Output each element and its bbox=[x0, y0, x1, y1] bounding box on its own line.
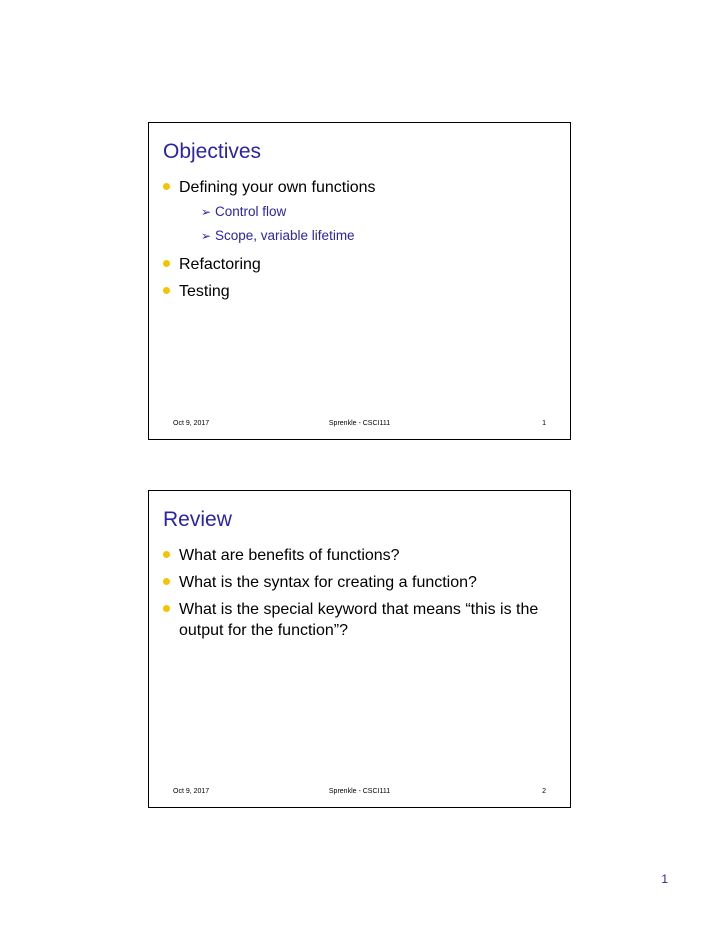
sub-bullet-text: Scope, variable lifetime bbox=[215, 228, 355, 243]
slide-footer bbox=[173, 420, 546, 432]
slide-2 bbox=[148, 490, 571, 808]
sub-bullet-list bbox=[179, 200, 556, 248]
bullet-dot-icon bbox=[163, 605, 170, 612]
slide-1 bbox=[148, 122, 571, 440]
arrow-right-icon: ➢ bbox=[201, 229, 212, 243]
bullet-text: What is the special keyword that means “this is the output for the function”? bbox=[179, 601, 539, 639]
page-number: 1 bbox=[661, 872, 668, 886]
bullet-text: Testing bbox=[179, 283, 230, 300]
bullet-item bbox=[163, 281, 556, 302]
sub-bullet-item bbox=[179, 200, 556, 224]
bullet-item bbox=[163, 177, 556, 248]
bullet-list bbox=[163, 545, 556, 647]
bullet-text: Defining your own functions bbox=[179, 179, 376, 196]
bullet-item bbox=[163, 545, 556, 566]
slide-footer bbox=[173, 788, 546, 800]
footer-date: Oct 9, 2017 bbox=[173, 420, 210, 427]
slide-title: Objectives bbox=[163, 140, 262, 163]
bullet-item bbox=[163, 254, 556, 275]
bullet-item bbox=[163, 599, 556, 641]
bullet-item bbox=[163, 572, 556, 593]
bullet-dot-icon bbox=[163, 551, 170, 558]
bullet-text: Refactoring bbox=[179, 256, 261, 273]
footer-slide-number: 1 bbox=[542, 420, 546, 427]
sub-bullet-text: Control flow bbox=[215, 204, 287, 219]
arrow-right-icon: ➢ bbox=[201, 205, 212, 219]
bullet-dot-icon bbox=[163, 287, 170, 294]
slide-title: Review bbox=[163, 508, 232, 531]
bullet-list bbox=[163, 177, 556, 308]
sub-bullet-item bbox=[179, 224, 556, 248]
bullet-text: What is the syntax for creating a function? bbox=[179, 574, 477, 591]
footer-author: Sprenkle - CSCI111 bbox=[328, 420, 391, 427]
bullet-text: What are benefits of functions? bbox=[179, 547, 400, 564]
bullet-dot-icon bbox=[163, 578, 170, 585]
footer-date: Oct 9, 2017 bbox=[173, 788, 210, 795]
footer-slide-number: 2 bbox=[542, 788, 546, 795]
bullet-dot-icon bbox=[163, 183, 170, 190]
bullet-dot-icon bbox=[163, 260, 170, 267]
footer-author: Sprenkle - CSCI111 bbox=[328, 788, 391, 795]
